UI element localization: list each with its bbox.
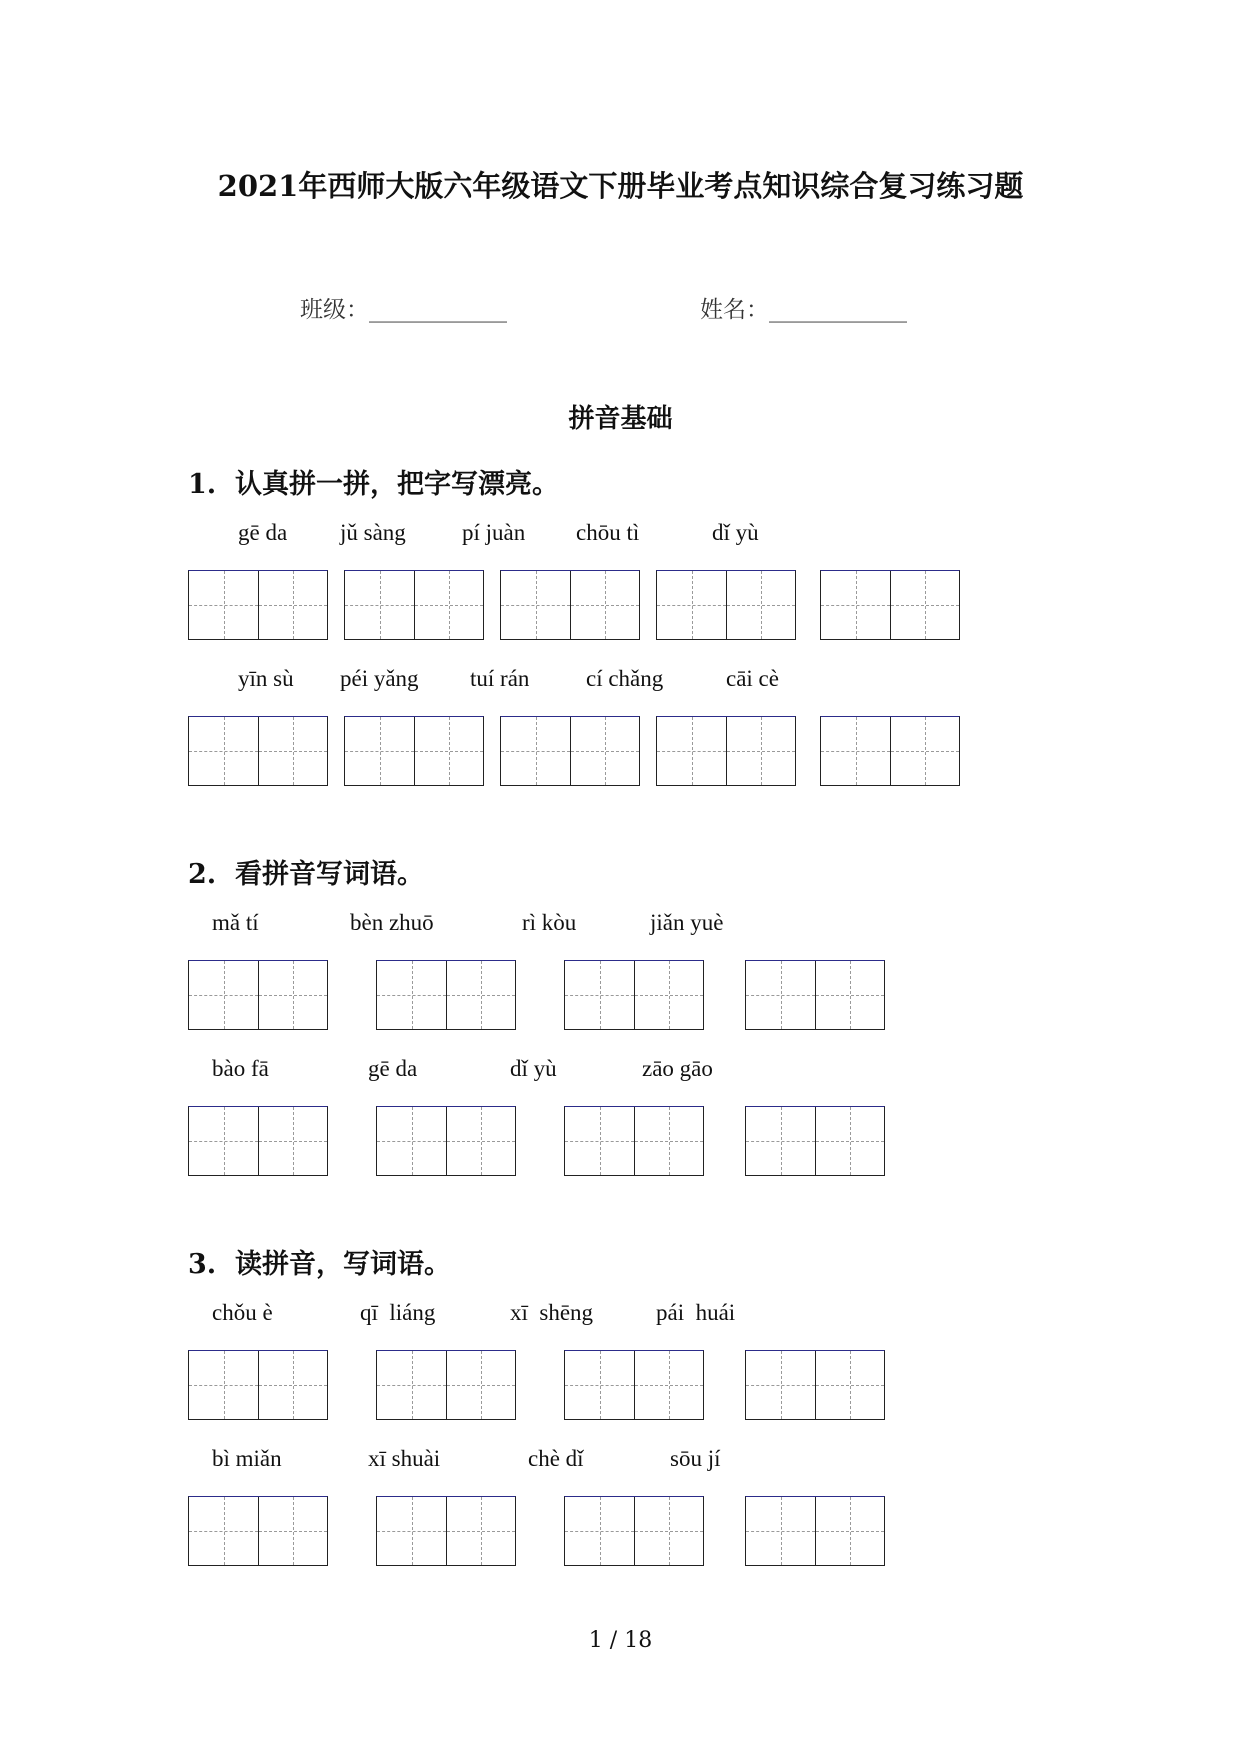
writing-cell[interactable] bbox=[726, 571, 795, 639]
writing-cell[interactable] bbox=[565, 1351, 634, 1419]
page-number: 1 / 18 bbox=[588, 1628, 653, 1653]
writing-cell[interactable] bbox=[189, 961, 258, 1029]
section-title: 拼音基础 bbox=[568, 404, 673, 434]
pinyin-label: cí chǎng bbox=[586, 666, 664, 691]
pinyin-label: pí juàn bbox=[462, 520, 526, 545]
pinyin-label: jǔ sàng bbox=[340, 520, 406, 545]
writing-cell[interactable] bbox=[189, 1107, 258, 1175]
writing-cell[interactable] bbox=[189, 1497, 258, 1565]
writing-cell[interactable] bbox=[634, 1351, 703, 1419]
writing-cell[interactable] bbox=[414, 571, 483, 639]
pinyin-label: yīn sù bbox=[238, 666, 294, 691]
writing-cell[interactable] bbox=[345, 571, 414, 639]
pinyin-label: pái huái bbox=[656, 1300, 736, 1325]
name-field bbox=[700, 291, 907, 324]
writing-cell[interactable] bbox=[258, 1107, 327, 1175]
pinyin-label: mǎ tí bbox=[212, 910, 259, 935]
page-title: 2021年西师大版六年级语文下册毕业考点知识综合复习练习题 bbox=[217, 169, 1024, 203]
writing-cell[interactable] bbox=[815, 961, 884, 1029]
writing-cell[interactable] bbox=[746, 1351, 815, 1419]
writing-cell[interactable] bbox=[634, 961, 703, 1029]
writing-cell[interactable] bbox=[565, 961, 634, 1029]
writing-box-pair[interactable] bbox=[188, 716, 328, 786]
writing-box-pair[interactable] bbox=[500, 570, 640, 640]
writing-box-pair[interactable] bbox=[188, 1496, 328, 1566]
writing-box-pair[interactable] bbox=[745, 1350, 885, 1420]
pinyin-label: cāi cè bbox=[726, 666, 779, 691]
writing-cell[interactable] bbox=[501, 571, 570, 639]
writing-cell[interactable] bbox=[657, 717, 726, 785]
writing-cell[interactable] bbox=[258, 1351, 327, 1419]
writing-box-pair[interactable] bbox=[745, 960, 885, 1030]
pinyin-label: chǒu è bbox=[212, 1300, 273, 1325]
writing-box-pair[interactable] bbox=[376, 1106, 516, 1176]
writing-box-pair[interactable] bbox=[564, 1106, 704, 1176]
writing-cell[interactable] bbox=[258, 571, 327, 639]
pinyin-label: qī liáng bbox=[360, 1300, 436, 1325]
writing-box-pair[interactable] bbox=[188, 570, 328, 640]
writing-cell[interactable] bbox=[815, 1351, 884, 1419]
writing-cell[interactable] bbox=[815, 1107, 884, 1175]
pinyin-label: jiǎn yuè bbox=[650, 910, 724, 935]
writing-cell[interactable] bbox=[821, 571, 890, 639]
class-blank: ____________ bbox=[369, 297, 507, 323]
writing-box-pair[interactable] bbox=[656, 716, 796, 786]
pinyin-label: dǐ yù bbox=[510, 1056, 557, 1081]
writing-cell[interactable] bbox=[565, 1497, 634, 1565]
question-prompt: 读拼音，写词语。 bbox=[235, 1249, 451, 1280]
question-number: 2. bbox=[188, 859, 217, 890]
writing-cell[interactable] bbox=[258, 717, 327, 785]
writing-cell[interactable] bbox=[890, 717, 959, 785]
writing-box-pair[interactable] bbox=[376, 1496, 516, 1566]
pinyin-label: dǐ yù bbox=[712, 520, 759, 545]
writing-cell[interactable] bbox=[634, 1497, 703, 1565]
class-field bbox=[300, 291, 507, 324]
writing-cell[interactable] bbox=[746, 1107, 815, 1175]
writing-cell[interactable] bbox=[377, 961, 446, 1029]
pinyin-label: zāo gāo bbox=[642, 1056, 713, 1081]
writing-cell[interactable] bbox=[189, 1351, 258, 1419]
writing-box-pair[interactable] bbox=[564, 1350, 704, 1420]
writing-cell[interactable] bbox=[501, 717, 570, 785]
name-blank: ____________ bbox=[769, 297, 907, 323]
writing-box-pair[interactable] bbox=[376, 1350, 516, 1420]
name-label: 姓名： bbox=[700, 297, 769, 323]
pinyin-label: chōu tì bbox=[576, 520, 640, 545]
question-1-title bbox=[188, 462, 559, 501]
writing-cell[interactable] bbox=[821, 717, 890, 785]
writing-box-pair[interactable] bbox=[564, 960, 704, 1030]
writing-cell[interactable] bbox=[746, 961, 815, 1029]
writing-cell[interactable] bbox=[377, 1107, 446, 1175]
writing-cell[interactable] bbox=[746, 1497, 815, 1565]
writing-cell[interactable] bbox=[446, 1497, 515, 1565]
writing-cell[interactable] bbox=[377, 1497, 446, 1565]
question-number: 1. bbox=[188, 469, 217, 500]
pinyin-label: chè dǐ bbox=[528, 1446, 584, 1471]
writing-cell[interactable] bbox=[570, 717, 639, 785]
pinyin-label: bào fā bbox=[212, 1056, 269, 1081]
writing-cell[interactable] bbox=[565, 1107, 634, 1175]
writing-cell[interactable] bbox=[815, 1497, 884, 1565]
writing-box-pair[interactable] bbox=[500, 716, 640, 786]
pinyin-label: xī shēng bbox=[510, 1300, 594, 1325]
writing-box-pair[interactable] bbox=[188, 1106, 328, 1176]
question-3-title bbox=[188, 1242, 451, 1281]
writing-box-pair[interactable] bbox=[745, 1496, 885, 1566]
writing-box-pair[interactable] bbox=[564, 1496, 704, 1566]
writing-cell[interactable] bbox=[446, 961, 515, 1029]
writing-box-pair[interactable] bbox=[344, 570, 484, 640]
pinyin-label: péi yǎng bbox=[340, 666, 419, 691]
writing-box-pair[interactable] bbox=[188, 960, 328, 1030]
writing-cell[interactable] bbox=[570, 571, 639, 639]
writing-box-pair[interactable] bbox=[820, 716, 960, 786]
question-prompt: 认真拼一拼，把字写漂亮。 bbox=[235, 469, 559, 500]
question-prompt: 看拼音写词语。 bbox=[235, 859, 424, 890]
writing-box-pair[interactable] bbox=[376, 960, 516, 1030]
pinyin-label: bì miǎn bbox=[212, 1446, 282, 1471]
pinyin-label: gē da bbox=[238, 520, 288, 545]
writing-box-pair[interactable] bbox=[344, 716, 484, 786]
writing-cell[interactable] bbox=[657, 571, 726, 639]
writing-box-pair[interactable] bbox=[188, 1350, 328, 1420]
writing-box-pair[interactable] bbox=[656, 570, 796, 640]
writing-cell[interactable] bbox=[258, 1497, 327, 1565]
pinyin-label: rì kòu bbox=[522, 910, 577, 935]
writing-cell[interactable] bbox=[189, 717, 258, 785]
pinyin-label: sōu jí bbox=[670, 1446, 721, 1471]
writing-cell[interactable] bbox=[189, 571, 258, 639]
writing-box-pair[interactable] bbox=[820, 570, 960, 640]
pinyin-label: gē da bbox=[368, 1056, 418, 1081]
writing-cell[interactable] bbox=[446, 1351, 515, 1419]
pinyin-label: tuí rán bbox=[470, 666, 530, 691]
pinyin-label: xī shuài bbox=[368, 1446, 441, 1471]
question-2-title bbox=[188, 852, 424, 891]
writing-cell[interactable] bbox=[258, 961, 327, 1029]
writing-box-pair[interactable] bbox=[745, 1106, 885, 1176]
writing-cell[interactable] bbox=[414, 717, 483, 785]
writing-cell[interactable] bbox=[446, 1107, 515, 1175]
writing-cell[interactable] bbox=[726, 717, 795, 785]
class-label: 班级： bbox=[300, 297, 369, 323]
writing-cell[interactable] bbox=[377, 1351, 446, 1419]
writing-cell[interactable] bbox=[634, 1107, 703, 1175]
question-number: 3. bbox=[188, 1249, 217, 1280]
writing-cell[interactable] bbox=[345, 717, 414, 785]
pinyin-label: bèn zhuō bbox=[350, 910, 434, 935]
writing-cell[interactable] bbox=[890, 571, 959, 639]
